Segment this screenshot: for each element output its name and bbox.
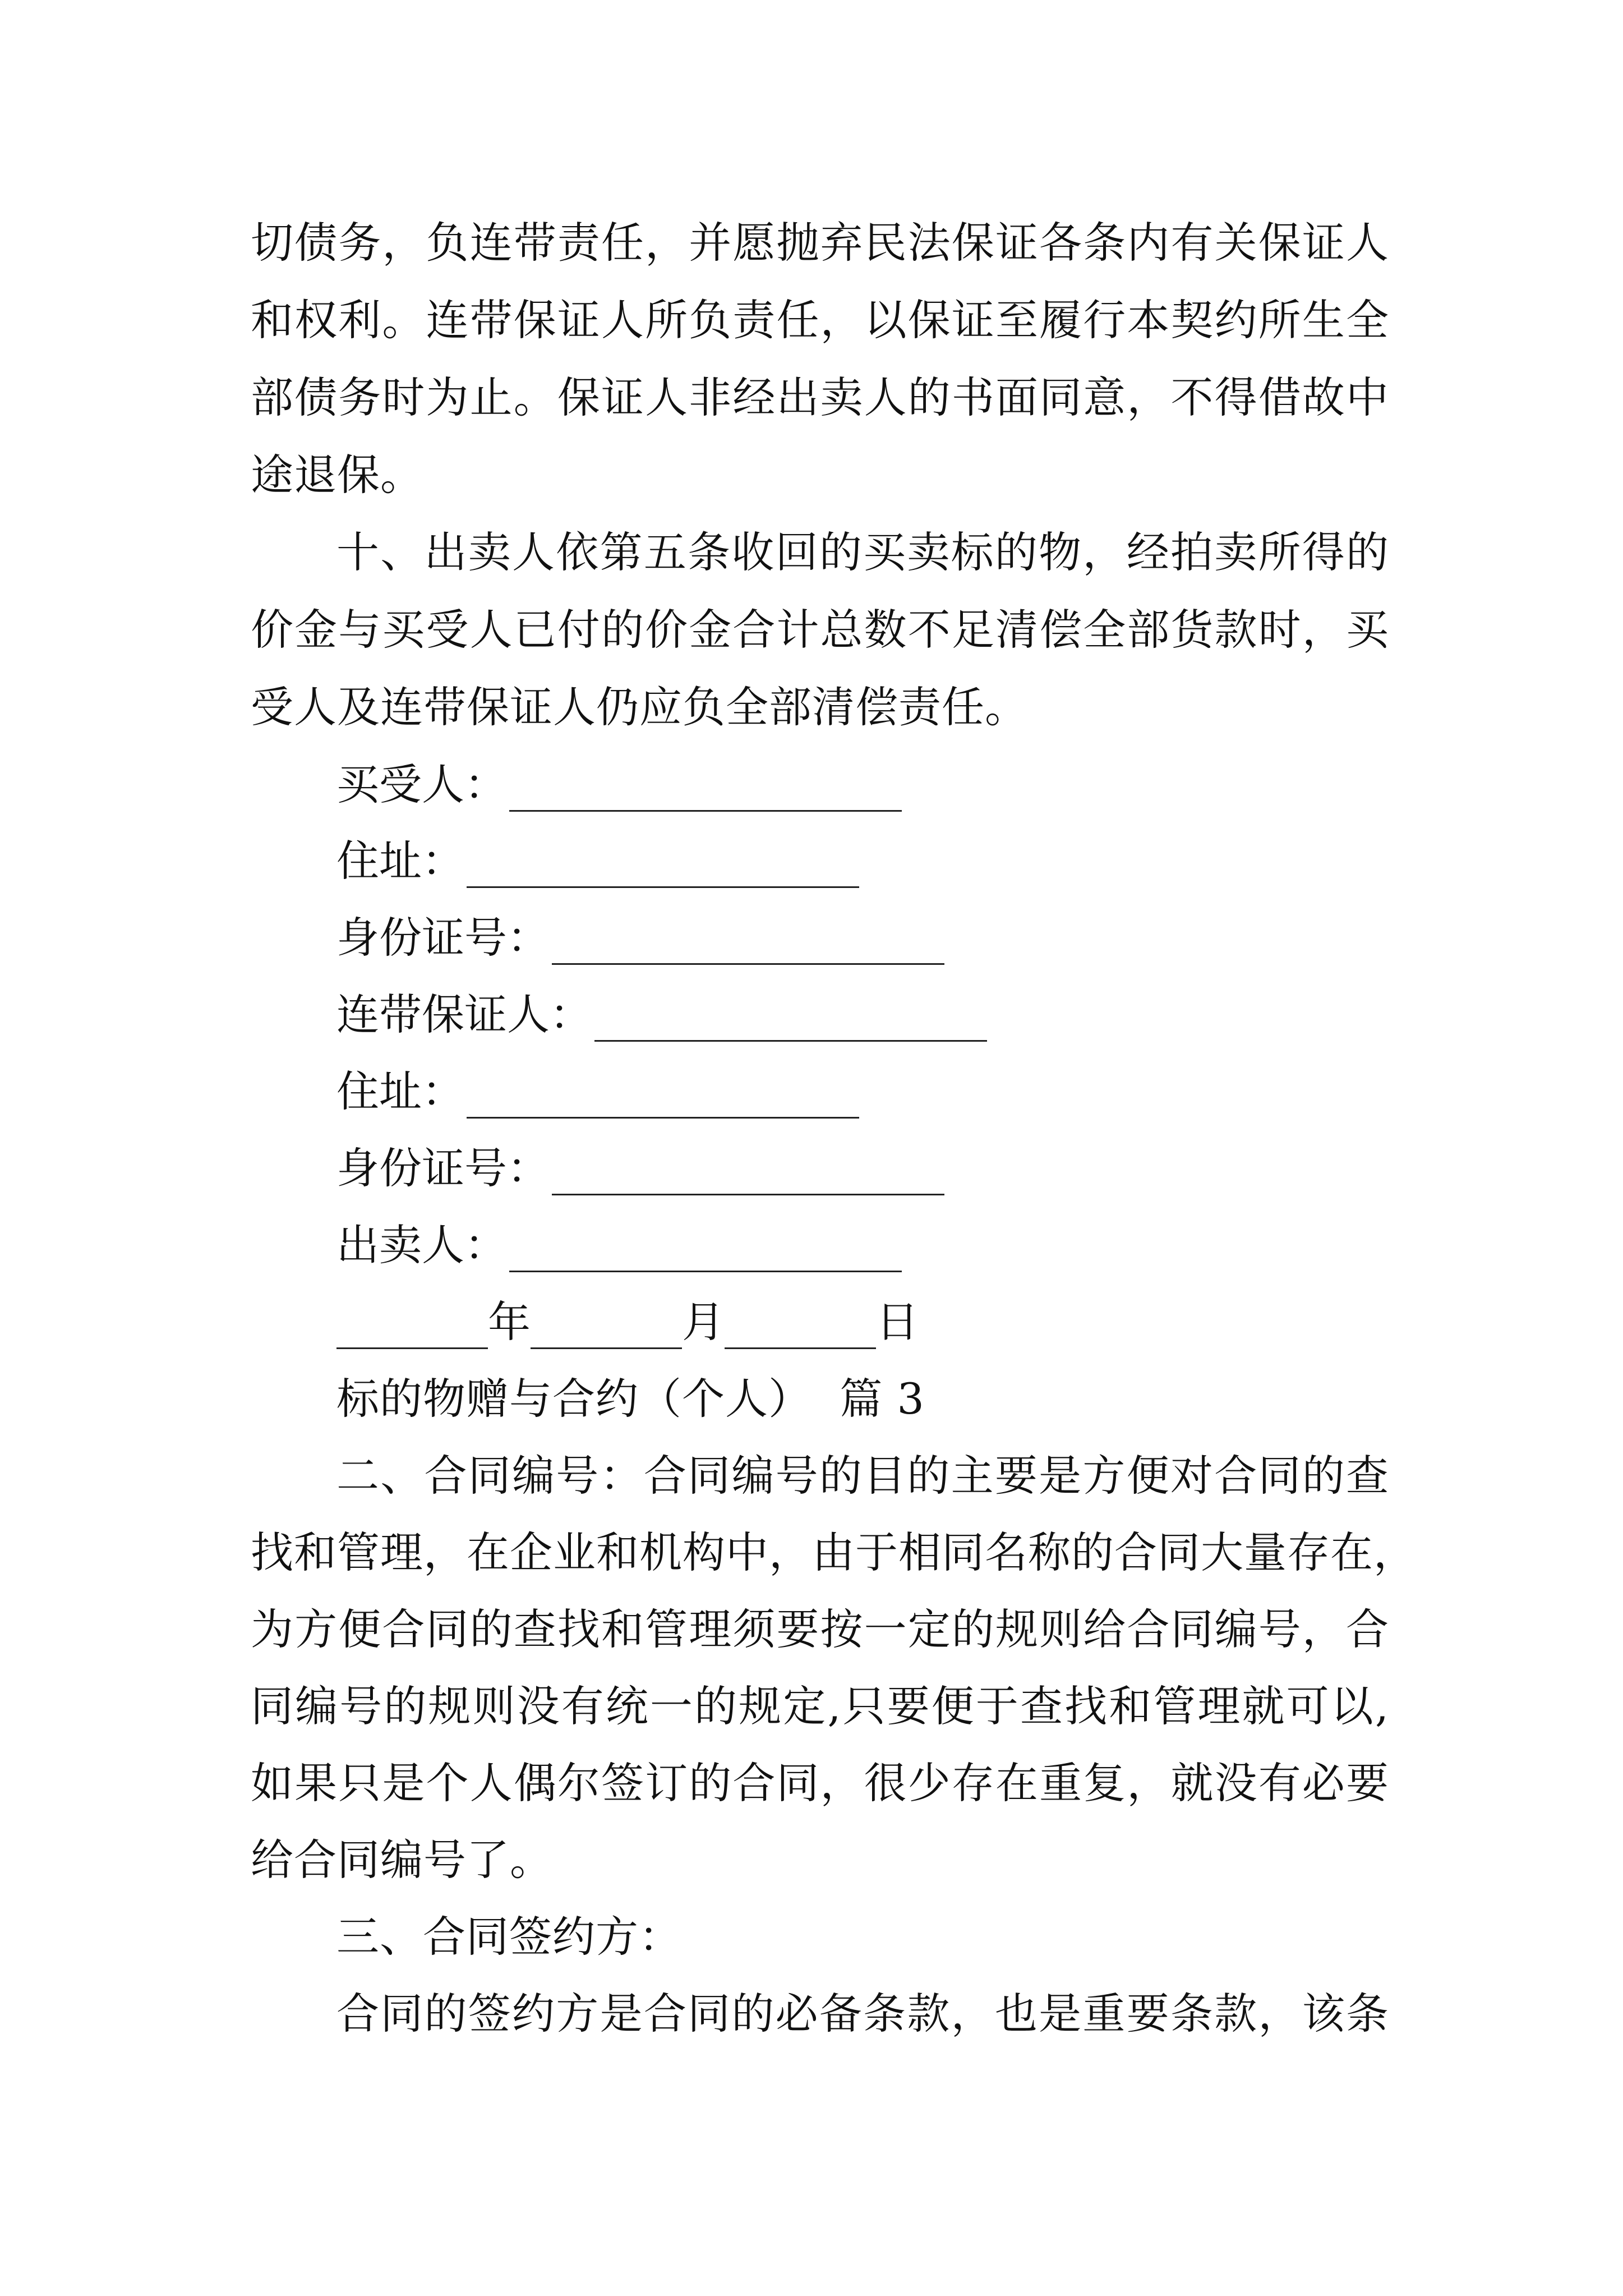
guarantor-field (336, 984, 987, 1046)
signature-blank[interactable] (467, 1061, 859, 1119)
field-label: 连带保证人： (336, 990, 592, 1039)
field-label: 身份证号： (336, 913, 550, 963)
year-blank[interactable] (336, 1291, 488, 1349)
paragraph-line: 同编号的规则没有统一的规定,只要便于查找和管理就可以, (251, 1681, 1389, 1731)
seller-field (336, 1214, 902, 1276)
month-label: 月 (682, 1297, 725, 1347)
field-label: 住址： (336, 1066, 464, 1116)
day-label: 日 (876, 1297, 919, 1347)
clause-ten-line: 十、出卖人依第五条收回的买卖标的物，经拍卖所得的 (336, 527, 1389, 577)
buyer-field (336, 754, 902, 816)
paragraph-line: 切债务，负连带责任，并愿抛弃民法保证各条内有关保证人 (251, 218, 1389, 268)
paragraph-line: 如果只是个人偶尔签订的合同，很少存在重复，就没有必要 (251, 1758, 1389, 1808)
signature-blank[interactable] (509, 754, 902, 812)
paragraph-line: 为方便合同的查找和管理须要按一定的规则给合同编号，合 (251, 1604, 1389, 1654)
signature-blank[interactable] (552, 907, 944, 965)
paragraph-line: 给合同编号了。 (251, 1835, 553, 1885)
paragraph-line: 途退保。 (251, 450, 423, 500)
signature-blank[interactable] (552, 1138, 944, 1195)
month-blank[interactable] (531, 1291, 682, 1349)
id-number-field (336, 907, 944, 969)
address-field (336, 830, 859, 892)
signature-blank[interactable] (467, 830, 859, 888)
paragraph-line: 二、合同编号：合同编号的目的主要是方便对合同的查 (336, 1451, 1389, 1501)
field-label: 住址： (336, 836, 464, 886)
field-label: 出卖人： (336, 1220, 507, 1270)
field-label: 买受人： (336, 760, 507, 809)
signature-blank[interactable] (594, 984, 987, 1042)
guarantor-address-field (336, 1061, 859, 1122)
paragraph-line: 部债务时为止。保证人非经出卖人的书面同意，不得借故中 (251, 372, 1389, 422)
clause-ten-line: 受人及连带保证人仍应负全部清偿责任。 (251, 682, 1028, 732)
clause-ten-line: 价金与买受人已付的价金合计总数不足清偿全部货款时，买 (251, 605, 1389, 655)
guarantor-id-number-field (336, 1138, 944, 1199)
field-label: 身份证号： (336, 1143, 550, 1193)
signature-blank[interactable] (509, 1214, 902, 1272)
paragraph-line: 找和管理，在企业和机构中，由于相同名称的合同大量存在， (251, 1527, 1417, 1577)
date-line (336, 1291, 919, 1353)
section-title: 标的物赠与合约（个人） 篇 3 (336, 1374, 925, 1424)
day-blank[interactable] (725, 1291, 876, 1349)
paragraph-line: 和权利。连带保证人所负责任，以保证至履行本契约所生全 (251, 295, 1389, 345)
paragraph-line: 合同的签约方是合同的必备条款，也是重要条款，该条 (336, 1989, 1389, 2039)
year-label: 年 (488, 1297, 531, 1347)
section-heading: 三、合同签约方： (336, 1912, 682, 1962)
